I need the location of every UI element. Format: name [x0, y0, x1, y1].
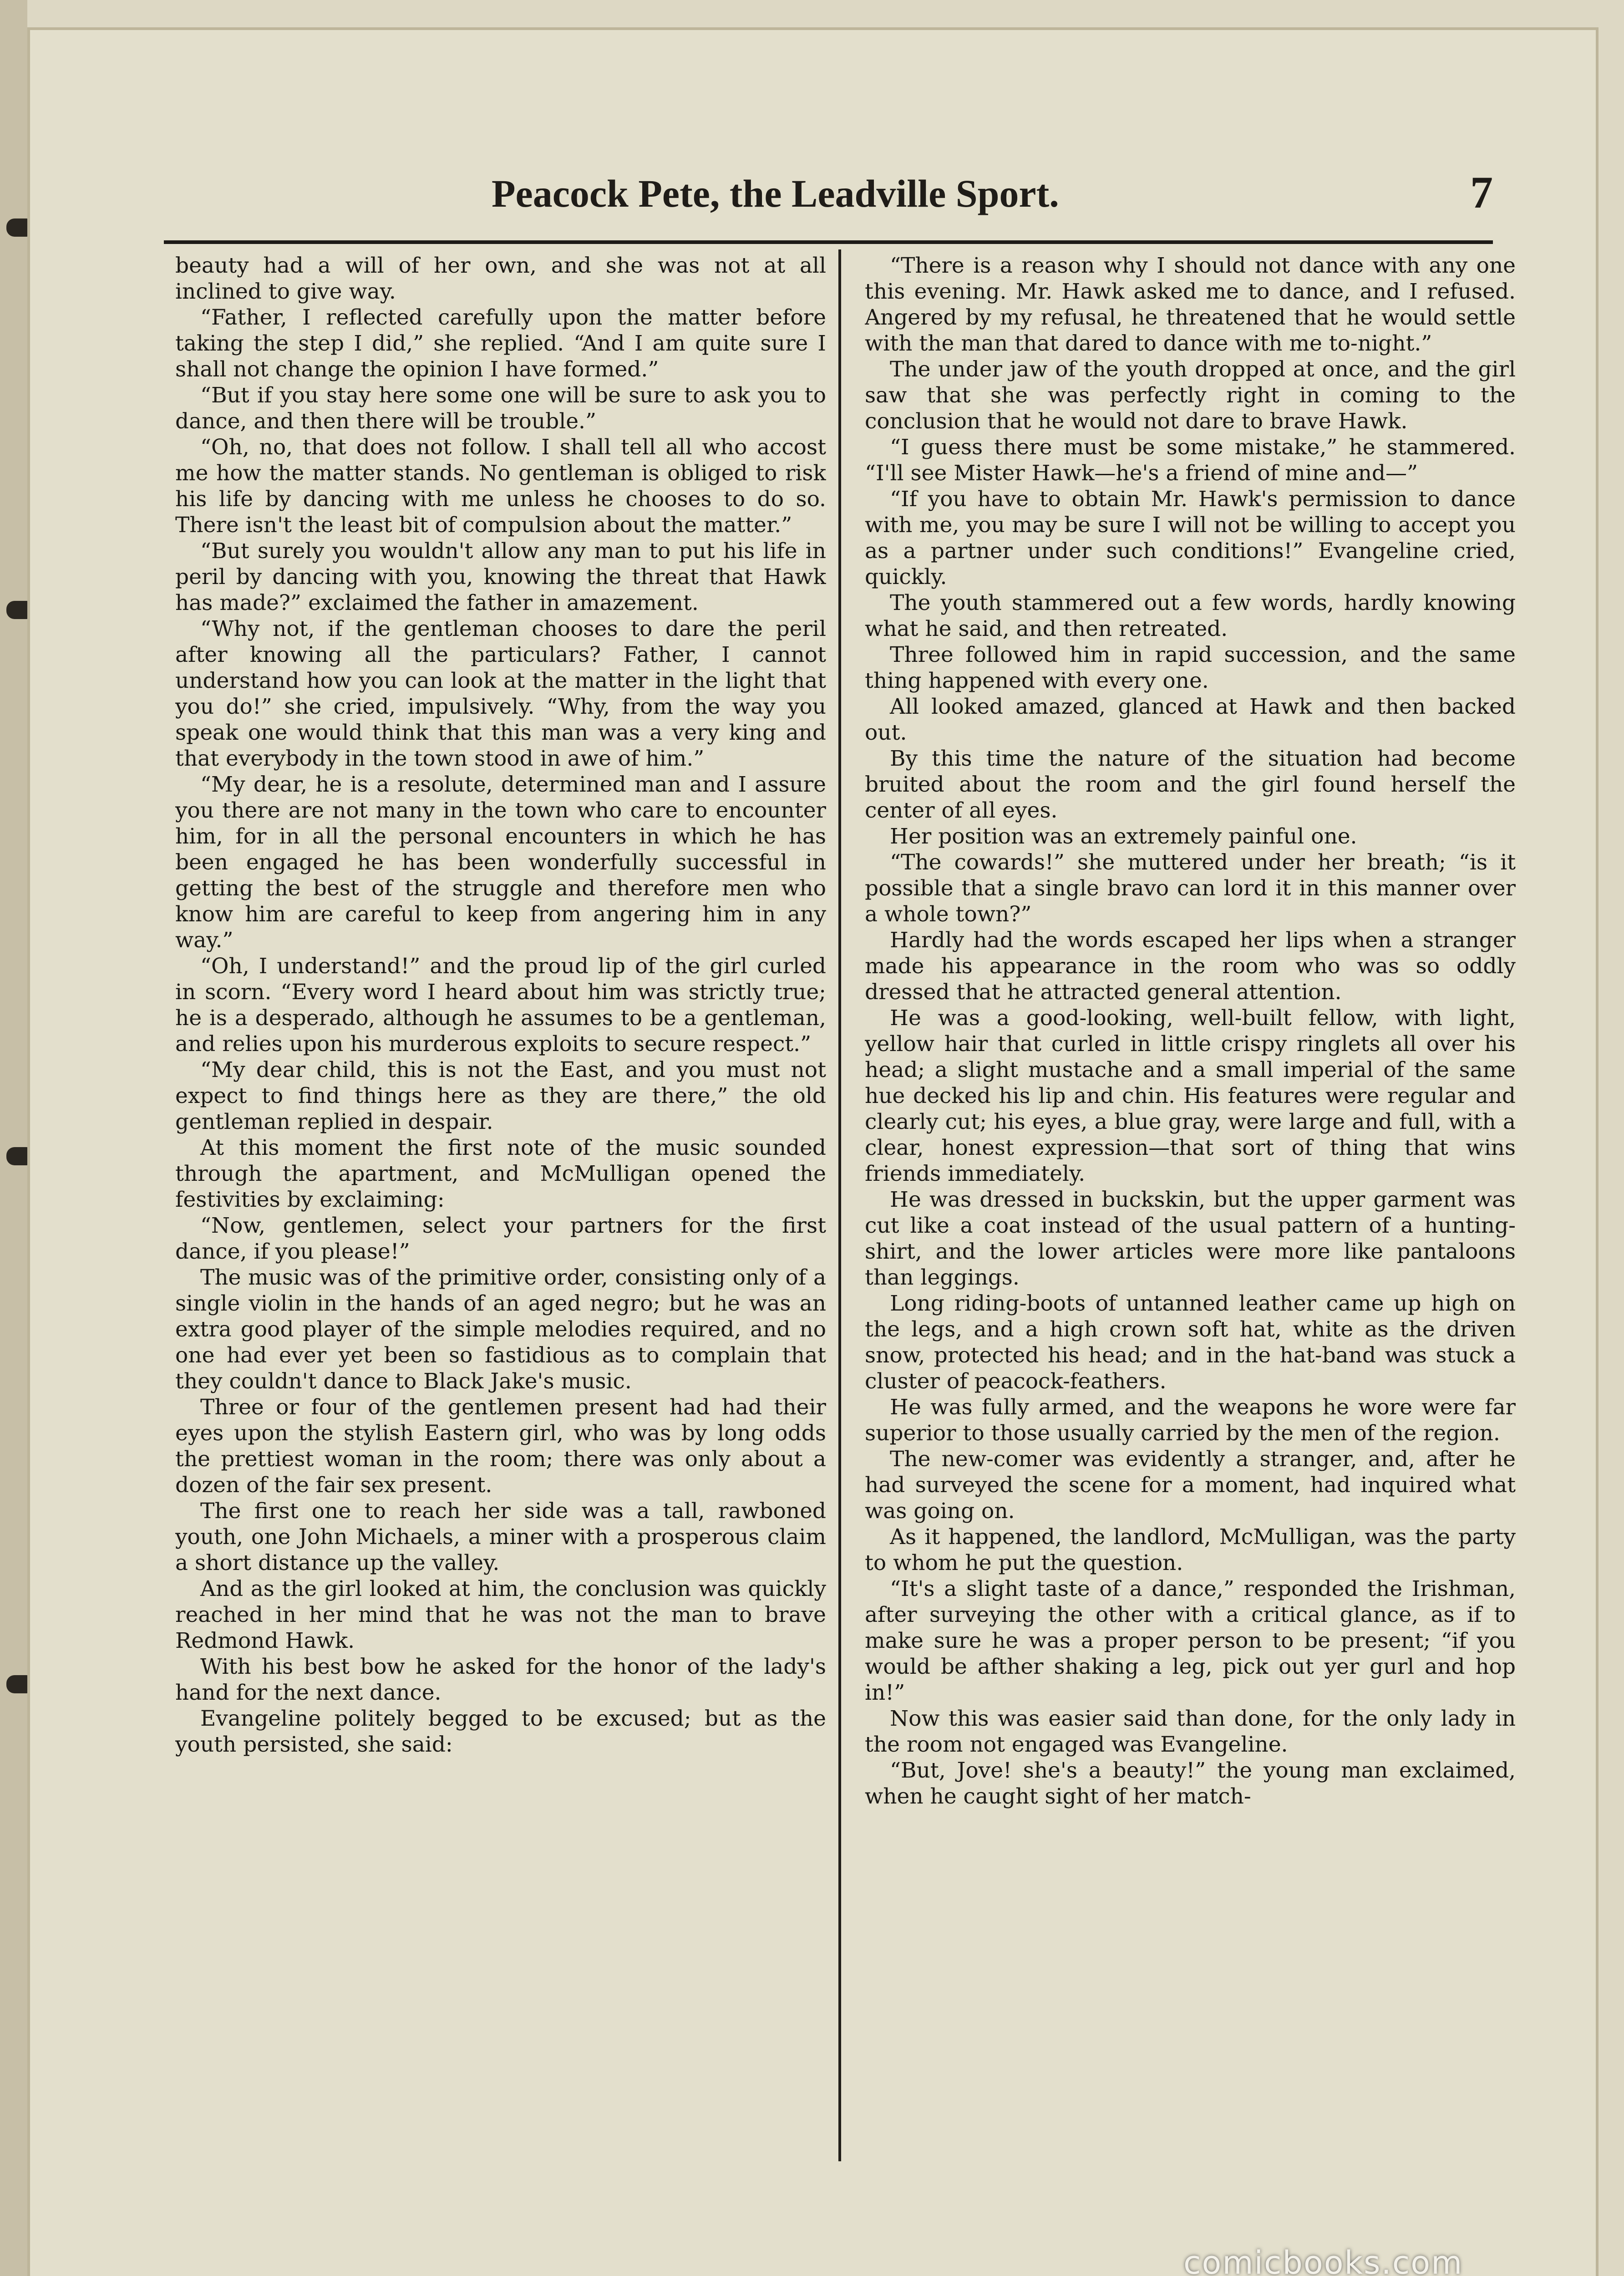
paragraph: “There is a reason why I should not dance with any one this evening. Mr. Hawk asked me to dance, and I refused. Angered by my refusal, he threatened that he would settle with the man that dared to dance with me to-night.”: [865, 253, 1516, 356]
paragraph: Hardly had the words escaped her lips when a stranger made his appearance in the room who was so oddly dressed that he attracted general attention.: [865, 928, 1516, 1005]
paragraph: All looked amazed, glanced at Hawk and then backed out.: [865, 694, 1516, 745]
paragraph: “Oh, no, that does not follow. I shall tell all who accost me how the matter stands. No gentleman is obliged to risk his life by dancing with me unless he chooses to do so. There isn't the least bit of compulsion about the matter.”: [175, 435, 826, 538]
paragraph: And as the girl looked at him, the conclusion was quickly reached in her mind that he was not the man to brave Redmond Hawk.: [175, 1576, 826, 1653]
column-divider: [838, 249, 841, 2161]
page-number: 7: [1470, 167, 1493, 218]
paragraph: By this time the nature of the situation had become bruited about the room and the girl found herself the center of all eyes.: [865, 746, 1516, 823]
paragraph: The music was of the primitive order, consisting only of a single violin in the hands of an aged negro; but he was an extra good player of the simple melodies required, and no one had ever yet been so fastidious as to complain that they couldn't dance to Black Jake's music.: [175, 1265, 826, 1394]
paragraph: Evangeline politely begged to be excused; but as the youth persisted, she said:: [175, 1706, 826, 1757]
left-column: [175, 253, 826, 2155]
paragraph: As it happened, the landlord, McMulligan, was the party to whom he put the question.: [865, 1524, 1516, 1575]
paragraph: Three or four of the gentlemen present had had their eyes upon the stylish Eastern girl, who was by long odds the prettiest woman in the room; there was only about a dozen of the fair sex present.: [175, 1395, 826, 1498]
paragraph: “But if you stay here some one will be sure to ask you to dance, and then there will be trouble.”: [175, 383, 826, 434]
paragraph: “But surely you wouldn't allow any man to put his life in peril by dancing with you, knowing the threat that Hawk has made?” exclaimed the father in amazement.: [175, 539, 826, 615]
paragraph: “Now, gentlemen, select your partners for the first dance, if you please!”: [175, 1213, 826, 1264]
paragraph: “My dear child, this is not the East, and you must not expect to find things here as they are there,” the old gentleman replied in despair.: [175, 1057, 826, 1134]
paragraph: “I guess there must be some mistake,” he stammered. “I'll see Mister Hawk—he's a friend of mine and—”: [865, 435, 1516, 486]
header-rule: [164, 240, 1493, 244]
running-header: [164, 118, 1493, 223]
paragraph: “Oh, I understand!” and the proud lip of the girl curled in scorn. “Every word I heard about him was strictly true; he is a desperado, although he assumes to be a gentleman, and relies upon his murderous exploits to secure respect.”: [175, 954, 826, 1057]
paragraph: “My dear, he is a resolute, determined man and I assure you there are not many in the town who care to encounter him, for in all the personal encounters in which he has been engaged he has been wonderfully successful in getting the best of the struggle and therefore men who know him are careful to keep from angering him in any way.”: [175, 772, 826, 953]
paragraph: “If you have to obtain Mr. Hawk's permission to dance with me, you may be sure I will not be willing to accept you as a partner under such conditions!” Evangeline cried, quickly.: [865, 487, 1516, 589]
paragraph: “Father, I reflected carefully upon the matter before taking the step I did,” she replied. “And I am quite sure I shall not change the opinion I have formed.”: [175, 305, 826, 382]
paragraph: Her position was an extremely painful one.: [890, 824, 1357, 849]
paragraph: He was dressed in buckskin, but the upper garment was cut like a coat instead of the usual pattern of a hunting-shirt, and the lower articles were more like pantaloons than leggings.: [865, 1187, 1516, 1290]
watermark: comicbooks.com: [1183, 2244, 1463, 2276]
paragraph: Long riding-boots of untanned leather came up high on the legs, and a high crown soft hat, white as the driven snow, protected his head; and in the hat-band was stuck a cluster of peacock-feathers.: [865, 1291, 1516, 1394]
paragraph: The first one to reach her side was a tall, rawboned youth, one John Michaels, a miner with a prosperous claim a short distance up the valley.: [175, 1499, 826, 1575]
paragraph: “The cowards!” she muttered under her breath; “is it possible that a single bravo can lord it in this manner over a whole town?”: [865, 850, 1516, 927]
header-title: Peacock Pete, the Leadville Sport.: [492, 172, 1059, 215]
right-column: [865, 253, 1516, 2155]
paragraph: “But, Jove! she's a beauty!” the young man exclaimed, when he caught sight of her match-: [865, 1758, 1516, 1809]
paragraph: “Why not, if the gentleman chooses to dare the peril after knowing all the particulars? Father, I cannot understand how you can look at the matter in the light that you do!” she cried, impulsively. “Why, from the way you speak one would think that this man was a very king and that everybody in the town stood in awe of him.”: [175, 616, 826, 771]
paragraph: The youth stammered out a few words, hardly knowing what he said, and then retreated.: [865, 590, 1516, 641]
paragraph: He was fully armed, and the weapons he wore were far superior to those usually carried by the men of the region.: [865, 1395, 1516, 1446]
paragraph: The under jaw of the youth dropped at once, and the girl saw that she was perfectly right in coming to the conclusion that he would not dare to brave Hawk.: [865, 357, 1516, 434]
paragraph: beauty had a will of her own, and she was not at all inclined to give way.: [175, 253, 826, 304]
paragraph: “It's a slight taste of a dance,” responded the Irishman, after surveying the other with a critical glance, as if to make sure he was a proper person to be present; “if you would be afther shaking a leg, pick out yer gurl and hop in!”: [865, 1576, 1516, 1705]
paragraph: At this moment the first note of the music sounded through the apartment, and McMulligan opened the festivities by exclaiming:: [175, 1135, 826, 1212]
paragraph: Now this was easier said than done, for the only lady in the room not engaged was Evangeline.: [865, 1706, 1516, 1757]
paragraph: The new-comer was evidently a stranger, and, after he had surveyed the scene for a moment, had inquired what was going on.: [865, 1447, 1516, 1524]
binding-edge: [0, 0, 27, 2276]
paragraph: With his best bow he asked for the honor of the lady's hand for the next dance.: [175, 1654, 826, 1705]
paragraph: He was a good-looking, well-built fellow, with light, yellow hair that curled in little crispy ringlets all over his head; a slight mustache and a small imperial of the same hue decked his lip and chin. His features were regular and clearly cut; his eyes, a blue gray, were large and full, with a clear, honest expression—that sort of thing that wins friends immediately.: [865, 1006, 1516, 1186]
paragraph: Three followed him in rapid succession, and the same thing happened with every one.: [865, 642, 1516, 693]
